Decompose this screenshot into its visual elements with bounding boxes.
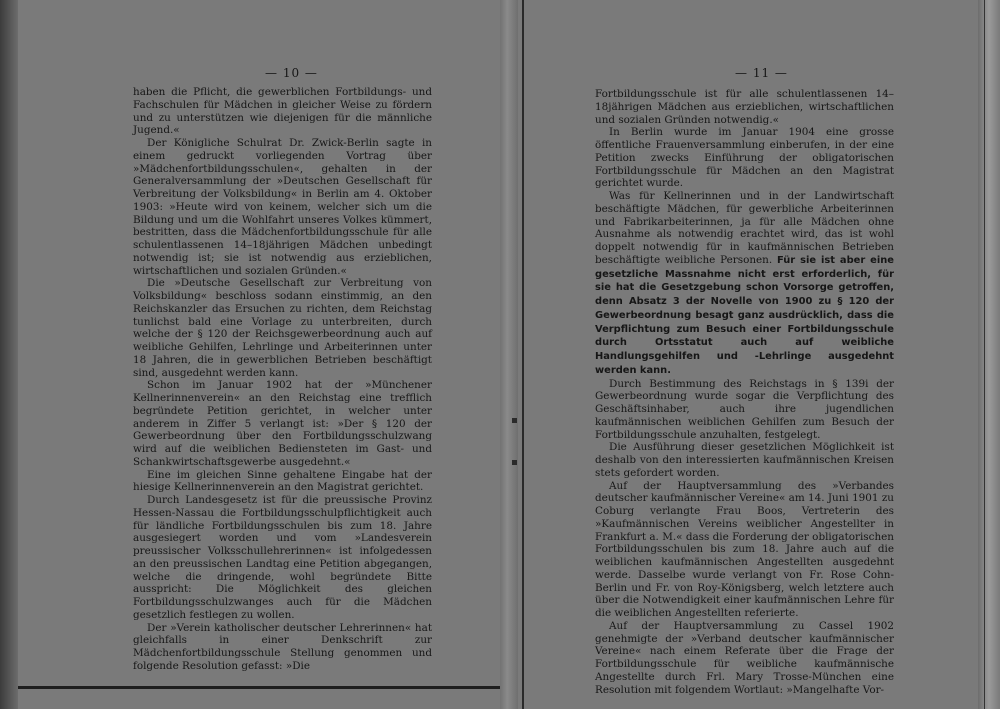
paragraph: Der »Verein katholischer deutscher Lehrerinnen« hat gleichfalls in einer Denkschrift zur Mädchenfortbildungsschule Stellung genommen und folgende Resolution gefasst: »Die: [133, 621, 432, 672]
right-page-edge-line: [984, 0, 985, 709]
paragraph: haben die Pflicht, die gewerblichen Fortbildungs- und Fachschulen für Mädchen in gleicher Weise zu fördern und zu unterstützen wie diejenigen für die männliche Jugend.«: [133, 86, 432, 137]
gutter-fold-line: [522, 0, 524, 709]
paragraph: Schon im Januar 1902 hat der »Münchener Kellnerinnenverein« an den Reichstag eine trefflich begründete Petition gerichtet, in welcher unter anderem in Ziffer 5 verlangt ist: »Der § 120 der Gewerbeordnung über den Fortbildungsschulzwang wird auf die weiblichen Bediensteten im Gast- und Schankwirtschaftsgewerbe ausgedehnt.«: [133, 379, 432, 468]
right-page-text: [595, 88, 894, 696]
gutter-mark: [512, 460, 517, 465]
paragraph-text: Was für Kellnerinnen und in der Landwirtschaft beschäftigte Mädchen, für gewerbliche Arbeiterinnen und Fabrikarbeiterinnen, ja für alle Mädchen ohne Ausnahme als notwendig erachtet wird, das ist wohl doppelt notwendig für in kaufmännischen Betrieben beschäftigte weibliche Personen.: [595, 190, 894, 266]
paragraph: Durch Landesgesetz ist für die preussische Provinz Hessen-Nassau die Fortbildungsschulpflichtigkeit auch für ländliche Fortbildungsschulen bis zum 18. Jahre ausgesiegert worden und vom »Landesverein preussischer Volksschullehrerinnen« ist infolgedessen an den preussischen Landtag eine Petition abgegangen, welche die dringende, wohl begründete Bitte ausspricht: Die Möglichkeit des gleichen Fortbildungsschulzwanges auch für die Mädchen gesetzlich festlegen zu wollen.: [133, 494, 432, 621]
paragraph: Fortbildungsschule ist für alle schulentlassenen 14–18jährigen Mädchen aus erzieblichen, wirtschaftlichen und sozialen Gründen notwendig.«: [595, 88, 894, 126]
paragraph: [595, 190, 894, 378]
paragraph: Auf der Hauptversammlung zu Cassel 1902 genehmigte der »Verband deutscher kaufmännischer Vereine« nach einem Referate über die Frage der Fortbildungsschule für weibliche kaufmännische Angestellte durch Frl. Mary Trosse-München eine Resolution mit folgendem Wortlaut: »Mangelhafte Vor-: [595, 619, 894, 696]
bold-passage: Für sie ist aber eine gesetzliche Massnahme nicht erst erforderlich, für sie hat die Gesetzgebung schon Vorsorge getroffen, denn Absatz 3 der Novelle von 1900 zu § 120 der Gewerbeordnung besagt ganz ausdrücklich, dass die Verpflichtung zum Besuch einer Fortbildungsschule durch Ortsstatut auch auf weibliche Handlungsgehilfen und -Lehrlinge ausgedehnt werden kann.: [595, 254, 894, 376]
paragraph: Die Ausführung dieser gesetzlichen Möglichkeit ist deshalb von den interessierten kaufmännischen Kreisen stets gefordert worden.: [595, 441, 894, 479]
left-page-edge: [0, 0, 18, 709]
left-page-number: — 10 —: [265, 66, 318, 80]
right-page-number: — 11 —: [735, 66, 788, 80]
book-gutter: [500, 0, 518, 709]
paragraph: Durch Bestimmung des Reichstags in § 139i der Gewerbeordnung wurde sogar die Verpflichtung des Geschäftsinhaber, auch ihre jugendlichen kaufmännischen weiblichen Gehilfen zum Besuch der Fortbildungsschule anzuhalten, festgelegt.: [595, 377, 894, 441]
paragraph: Die »Deutsche Gesellschaft zur Verbreitung von Volksbildung« beschloss sodann einstimmig, an den Reichskanzler das Ersuchen zu richten, dem Reichstag tunlichst bald eine Vorlage zu unterbreiten, durch welche der § 120 der Reichsgewerbeordnung auch auf weibliche Gehilfen, Lehrlinge und Arbeiterinnen unter 18 Jahren, die in gewerblichen Betrieben beschäftigt sind, ausgedehnt werden kann.: [133, 277, 432, 379]
paragraph: Auf der Hauptversammlung des »Verbandes deutscher kaufmännischer Vereine« am 14. Juni 1901 zu Coburg verlangte Frau Boos, Vertreterin des »Kaufmännischen Vereins weiblicher Angestellter in Frankfurt a. M.« dass die Forderung der obligatorischen Fortbildungsschulen bis zum 18. Jahre auch auf die weiblichen kaufmännischen Angestellten ausgedehnt werde. Dasselbe wurde verlangt von Fr. Rose Cohn-Berlin und Fr. von Roy-Königsberg, welch letztere auch über die Notwendigkeit einer kaufmännischen Lehre für die weiblichen Angestellten referierte.: [595, 479, 894, 619]
gutter-mark: [512, 418, 517, 423]
paragraph: Eine im gleichen Sinne gehaltene Eingabe hat der hiesige Kellnerinnenverein an den Magistrat gerichtet.: [133, 468, 432, 494]
right-page-edge: [978, 0, 1000, 709]
left-page-bottom-edge: [18, 686, 508, 689]
left-page-text: [133, 86, 432, 673]
paragraph: Der Königliche Schulrat Dr. Zwick-Berlin sagte in einem gedruckt vorliegenden Vortrag über »Mädchenfortbildungsschulen«, gehalten in der Generalversammlung der »Deutschen Gesellschaft für Verbreitung der Volksbildung« in Berlin am 4. Oktober 1903: »Heute wird von keinem, welcher sich um die Bildung und um die Wohlfahrt unseres Volkes kümmert, bestritten, dass die Mädchenfortbildungsschule für alle schulentlassenen 14–18jährigen Mädchen unbedingt notwendig ist; sie ist notwendig aus erzieblichen, wirtschaftlichen und sozialen Gründen.«: [133, 137, 432, 277]
paragraph: In Berlin wurde im Januar 1904 eine grosse öffentliche Frauenversammlung einberufen, in der eine Petition zwecks Einführung der obligatorischen Fortbildungsschule für Mädchen an den Magistrat gerichtet wurde.: [595, 126, 894, 190]
